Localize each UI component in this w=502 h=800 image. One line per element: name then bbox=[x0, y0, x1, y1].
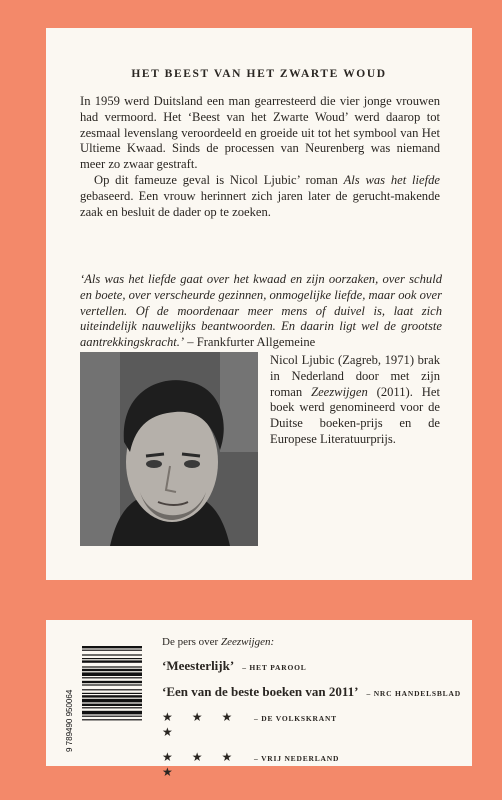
press-quote: ‘Meesterlijk’ bbox=[162, 658, 235, 673]
barcode-bar bbox=[82, 654, 142, 655]
barcode-bar bbox=[82, 677, 142, 678]
synopsis-paragraph-1: In 1959 werd Duitsland een man gearresteerd die vier jonge vrouwen had vermoord. Het ‘Beest van het Zwarte Woud’ werd daarop tot zesmaal levenslang veroordeeld en groeide uit tot het symbool van Het Ultieme Kwaad. Sinds de processen van Neurenberg was niemand meer zo zwaar gestraft. bbox=[80, 94, 440, 172]
author-bio bbox=[270, 353, 440, 448]
novel-title: Als was het liefde bbox=[343, 172, 441, 187]
star-rating: ★ ★ ★ ★ bbox=[162, 710, 241, 739]
review-quote-source: – Frankfurter Allgemeine bbox=[184, 335, 316, 350]
barcode-bar bbox=[82, 693, 142, 694]
press-title-book: Zeezwijgen: bbox=[220, 636, 275, 648]
synopsis-p2-text: Op dit fameuze geval is Nicol Ljubic’ roman bbox=[94, 172, 344, 187]
barcode-bar bbox=[82, 707, 142, 708]
barcode-bar bbox=[82, 646, 142, 648]
isbn-barcode bbox=[65, 644, 144, 754]
press-source: – HET PAROOL bbox=[242, 663, 307, 672]
author-photo bbox=[80, 352, 258, 546]
synopsis-paragraph-2 bbox=[80, 173, 440, 220]
barcode-bar bbox=[82, 719, 142, 720]
press-item bbox=[162, 710, 462, 740]
synopsis-p2-text-end: gebaseerd. Een vrouw herinnert zich jaren later de gerucht-makende zaak en besluit de dader op te zoeken. bbox=[80, 188, 440, 219]
star-rating: ★ ★ ★ ★ bbox=[162, 750, 241, 779]
barcode-bar bbox=[82, 650, 142, 651]
author-portrait-illustration bbox=[80, 352, 258, 546]
barcode-bar bbox=[82, 681, 142, 683]
barcode-bar bbox=[82, 684, 142, 685]
book-heading: HET BEEST VAN HET ZWARTE WOUD bbox=[131, 68, 387, 80]
review-quote bbox=[80, 272, 442, 351]
barcode-bar bbox=[82, 689, 142, 690]
press-quotes bbox=[162, 636, 462, 780]
press-source: – VRIJ NEDERLAND bbox=[254, 754, 340, 763]
author-bio-text: Nicol Ljubic (Zagreb, 1971) brak in Nederland door met zijn roman bbox=[270, 353, 440, 399]
review-quote-text: ‘Als was het liefde gaat over het kwaad en zijn oorzaken, over schuld en boete, over verscheurde gezinnen, onmogelijke liefde, maar ook over vertellen. Of de moordenaar meer mens of duivel is, laat zich uiteindelijk nauwelijks beantwoorden. En daarin ligt wel de grootste aantrekkingskracht.’ bbox=[80, 272, 442, 350]
barcode-bar bbox=[82, 704, 142, 706]
author-bio-text-end: (2011). Het boek werd genomineerd voor de Duitse boeken-prijs en de Europese Literatuurprijs. bbox=[270, 384, 440, 446]
barcode-bar bbox=[82, 699, 142, 703]
press-item bbox=[162, 750, 462, 780]
barcode-bar bbox=[82, 695, 142, 697]
previous-novel-title: Zeezwijgen bbox=[311, 384, 368, 399]
barcode-bar bbox=[82, 658, 142, 659]
synopsis bbox=[80, 94, 440, 220]
barcode-bar bbox=[82, 716, 142, 717]
press-panel bbox=[46, 620, 472, 779]
press-source: – NRC HANDELSBLAD bbox=[366, 689, 461, 698]
barcode-bar bbox=[82, 669, 142, 671]
press-title-text: De pers over bbox=[162, 636, 221, 648]
press-source: – DE VOLKSKRANT bbox=[254, 714, 337, 723]
barcode-bar bbox=[82, 666, 142, 667]
barcode-bar bbox=[82, 711, 142, 715]
barcode-bar bbox=[82, 672, 142, 676]
back-cover-text-panel bbox=[46, 28, 472, 580]
barcode-bar bbox=[82, 660, 142, 662]
press-item bbox=[162, 684, 462, 700]
press-title bbox=[162, 636, 462, 648]
press-quote: ‘Een van de beste boeken van 2011’ bbox=[162, 684, 359, 699]
isbn-number: 9 789490 950064 bbox=[65, 689, 74, 752]
press-item bbox=[162, 658, 462, 674]
